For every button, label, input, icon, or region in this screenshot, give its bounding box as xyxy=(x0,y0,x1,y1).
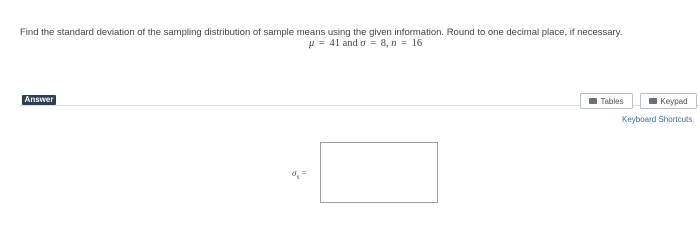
equals-sign: = xyxy=(370,38,377,49)
answer-input[interactable] xyxy=(321,143,437,202)
equals-sign: = xyxy=(318,38,325,49)
answer-input-box[interactable] xyxy=(320,142,438,203)
question-text: Find the standard deviation of the sampling distribution of sample means using the given information. Round to one decimal place, if necessary. xyxy=(20,27,623,38)
keyboard-shortcuts-link[interactable]: Keyboard Shortcuts xyxy=(622,115,693,124)
keypad-button[interactable] xyxy=(640,93,697,109)
tables-button[interactable] xyxy=(580,93,633,109)
table-icon xyxy=(589,98,597,104)
calculator-icon xyxy=(649,98,657,104)
mu-value: 41 xyxy=(329,38,340,49)
response-label xyxy=(292,168,307,181)
n-value: 16 xyxy=(411,38,423,49)
tables-label: Tables xyxy=(600,96,624,106)
given-values: μ = 41 and σ = 8, n = 16 xyxy=(309,38,423,49)
sigma-symbol: σ xyxy=(360,38,366,49)
mu-symbol: μ xyxy=(309,38,315,49)
equals-sign: = xyxy=(401,38,408,49)
keypad-label: Keypad xyxy=(660,96,688,106)
response-subscript: x̄ xyxy=(296,174,300,181)
response-sigma-symbol: σ xyxy=(292,168,297,178)
response-equals: = xyxy=(301,168,307,178)
and-text: and xyxy=(342,38,358,49)
sigma-value: 8 xyxy=(380,38,386,49)
answer-badge: Answer xyxy=(22,95,56,105)
n-symbol: n xyxy=(391,38,397,49)
